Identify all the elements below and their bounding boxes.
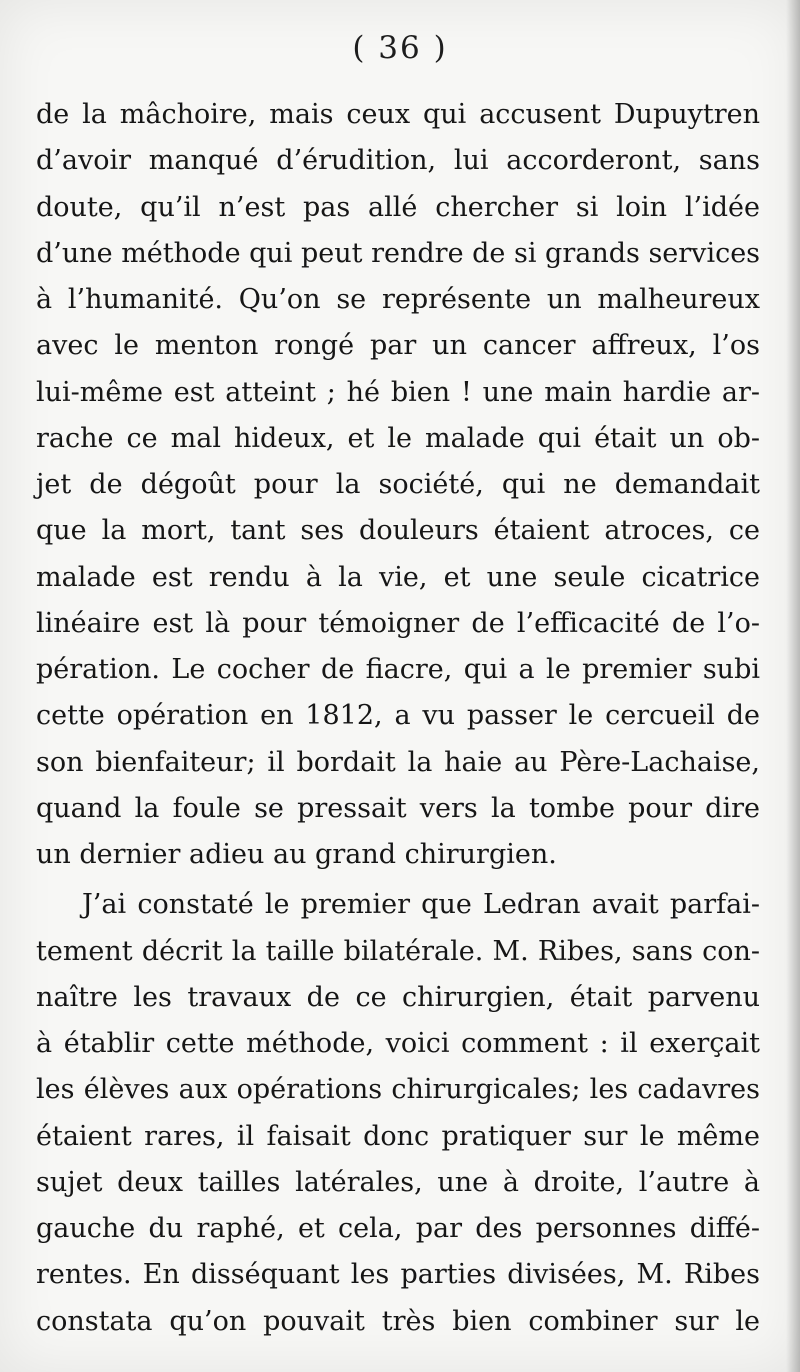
text-line: de la mâchoire, mais ceux qui accusent Dupuytren [36,99,760,130]
paragraph [36,92,760,878]
text-line: doute, qu’il n’est pas allé chercher si loin l’idée [36,191,760,223]
text-line: avec le menton rongé par un cancer affreux, l’os [36,330,760,362]
text-line: gauche du raphé, et cela, par des personnes diffé- [36,1213,760,1244]
text-line: à établir cette méthode, voici comment : il exerçait [36,1028,760,1059]
page-edge-shadow [786,0,800,1372]
text-line: pération. Le cocher de fiacre, qui a le premier subi [36,654,760,685]
text-line: les élèves aux opérations chirurgicales; les cadavres [36,1074,760,1106]
text-line: cette opération en 1812, a vu passer le cercueil de [36,700,760,732]
text-line: jet de dégoût pour la société, qui ne demandait [36,469,760,500]
text-line: rentes. En disséquant les parties divisées, M. Ribes [36,1259,760,1291]
text-line: naître les travaux de ce chirurgien, était parvenu [36,981,760,1013]
paragraph [36,882,760,1345]
text-line: d’avoir manqué d’érudition, lui accorderont, sans [36,145,760,177]
text-line: son bienfaiteur; il bordait la haie au Père-Lachaise, [36,746,760,778]
text-line: d’une méthode qui peut rendre de si grands services [36,237,761,269]
text-line: lui-même est atteint ; hé bien ! une main hardie ar- [36,376,760,408]
text-line: tement décrit la taille bilatérale. M. Ribes, sans con- [36,935,760,967]
page-number: ( 36 ) [352,30,448,66]
text-line: rache ce mal hideux, et le malade qui était un ob- [36,422,760,454]
text-line: sujet deux tailles latérales, une à droite, l’autre à [36,1166,760,1198]
text-line: constata qu’on pouvait très bien combiner sur le [36,1305,760,1337]
text-line: que la mort, tant ses douleurs étaient atroces, ce [36,515,760,547]
text-line: un dernier adieu au grand chirurgien. [36,839,557,870]
text-line: J’ai constaté le premier que Ledran avait parfai- [82,889,760,921]
text-line: quand la foule se pressait vers la tombe pour dire [36,792,760,824]
body-text [36,92,760,1345]
text-line: malade est rendu à la vie, et une seule cicatrice [36,561,760,593]
text-line: linéaire est là pour témoigner de l’efficacité de l’o- [36,607,760,639]
text-line: étaient rares, il faisait donc pratiquer sur le même [36,1120,760,1152]
text-line: à l’humanité. Qu’on se représente un malheureux [36,284,760,315]
